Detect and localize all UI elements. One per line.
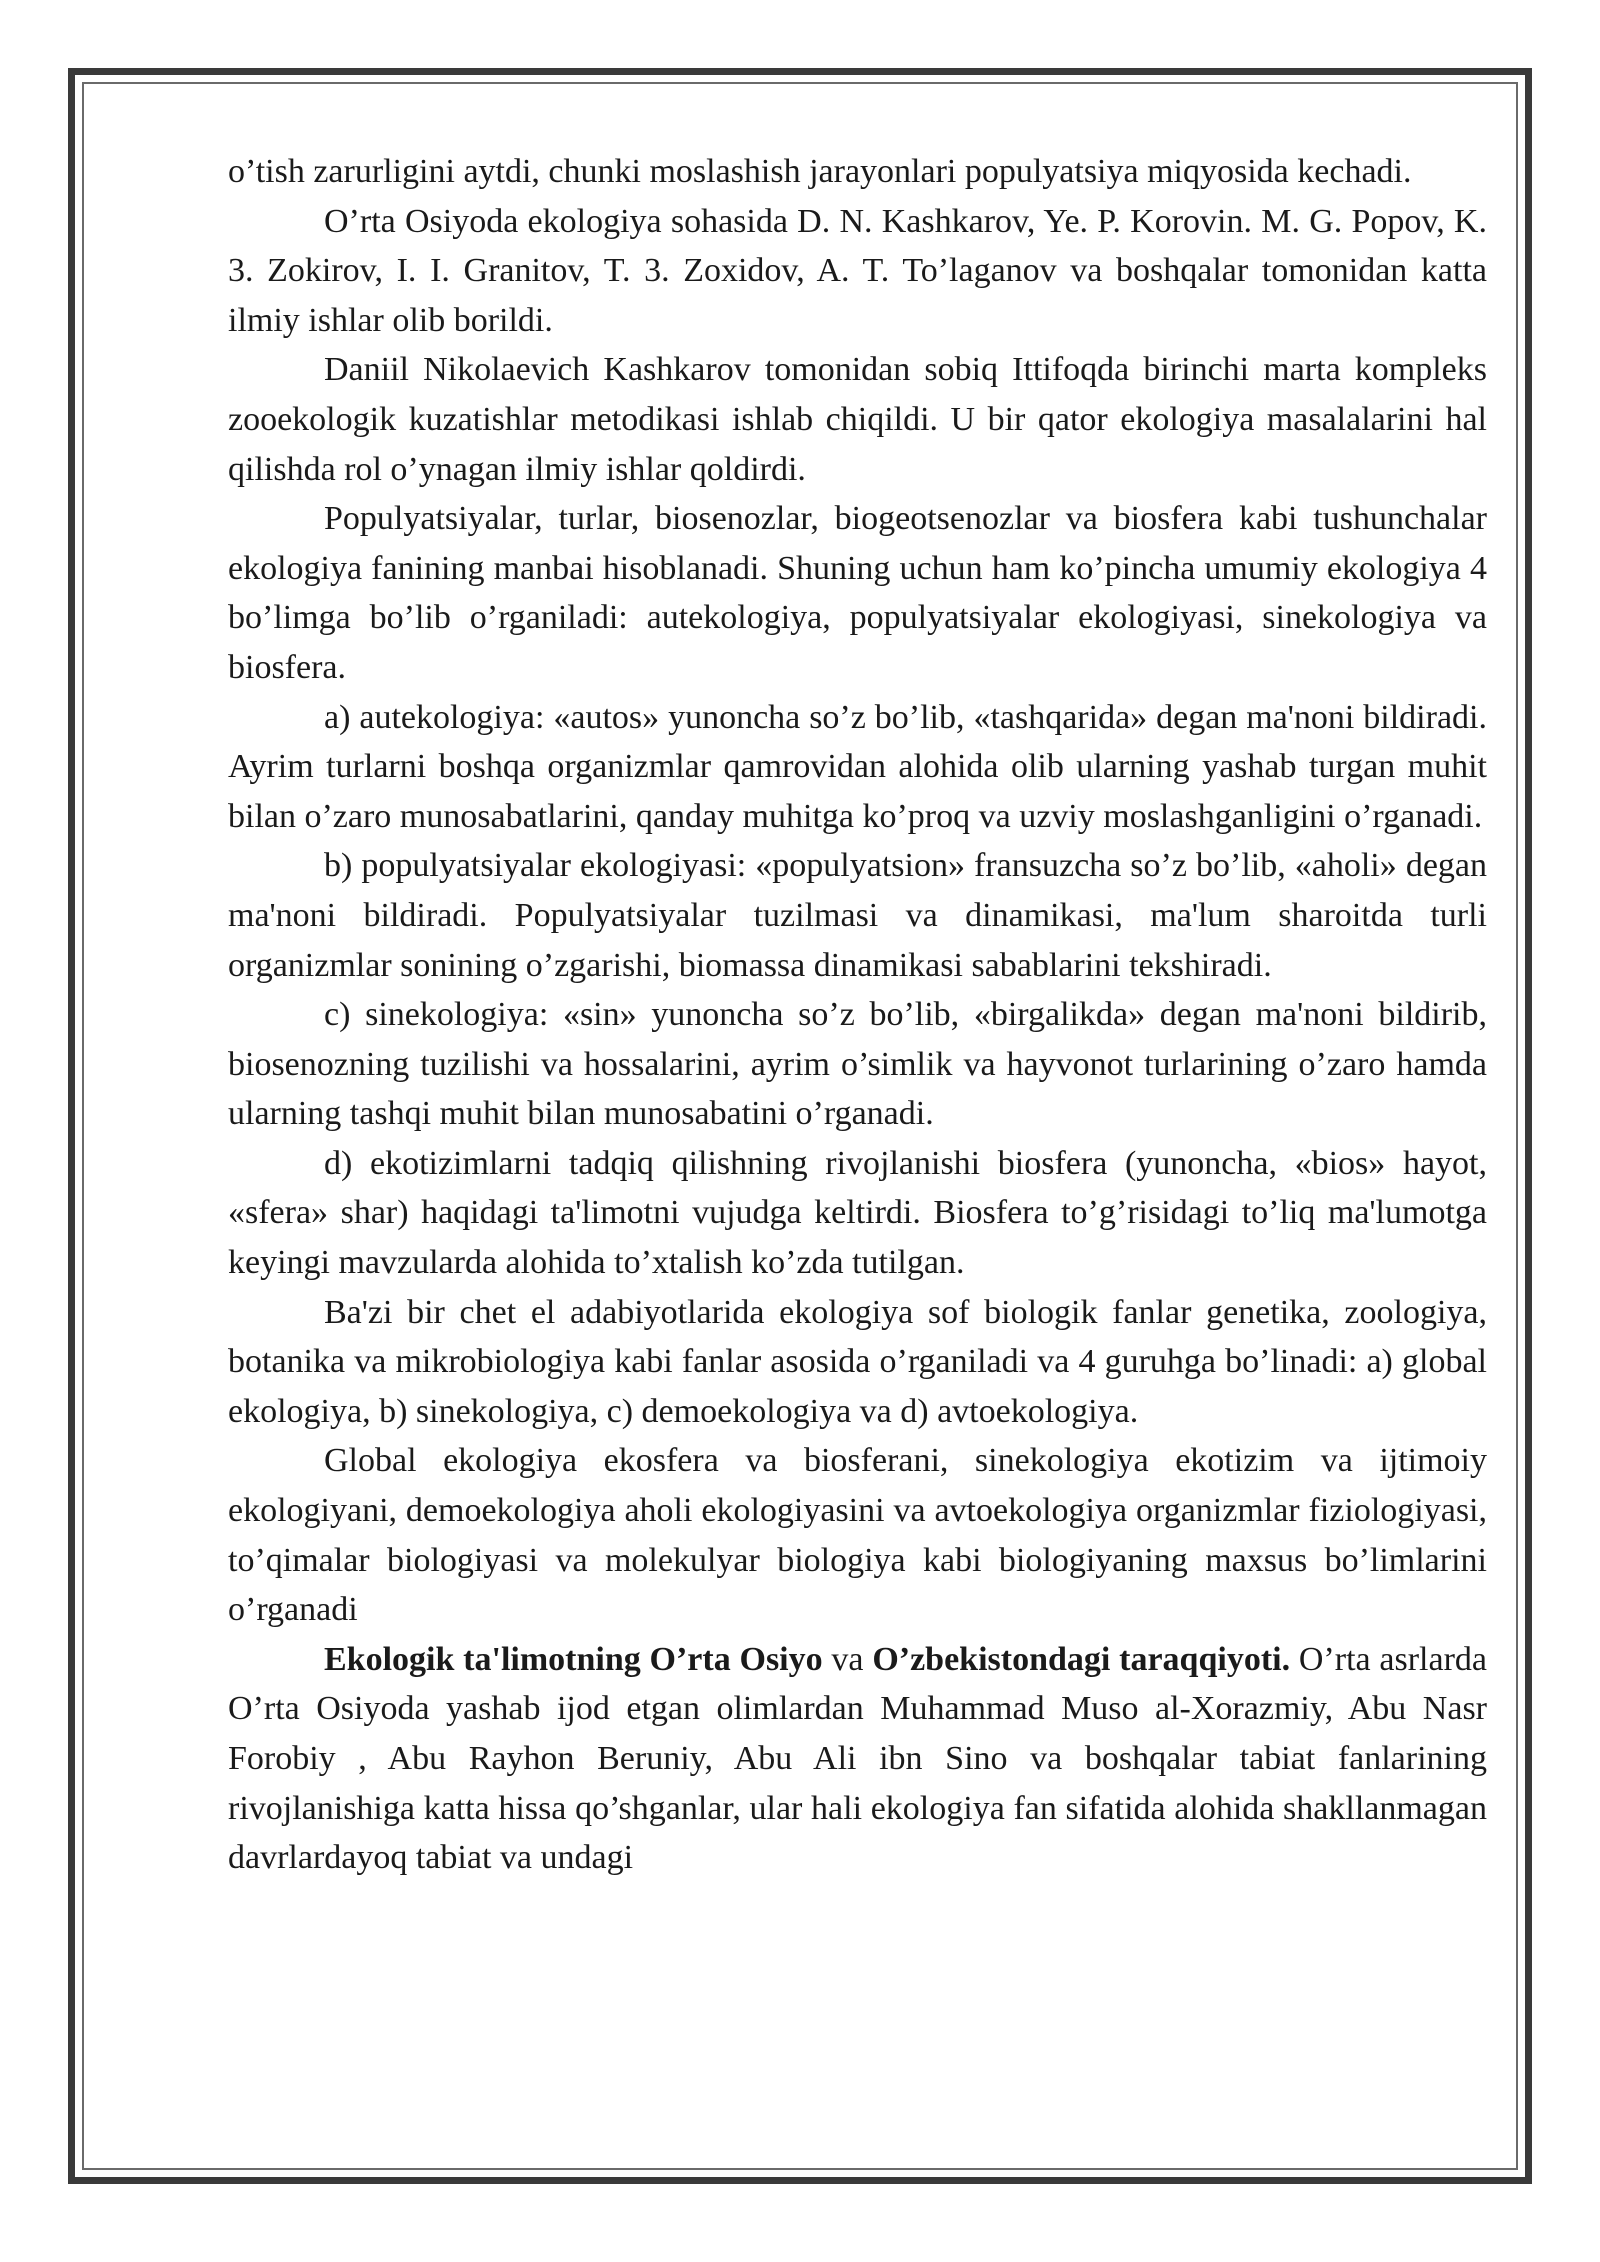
paragraph: O’rta Osiyoda ekologiya sohasida D. N. Kashkarov, Ye. P. Korovin. M. G. Popov, K. 3. Zokirov, I. I. Granitov, T. 3. Zoxidov, A. T. To’laganov va boshqalar tomonidan katta ilmiy ishlar olib borildi. xyxy=(228,202,1487,339)
section-heading-paragraph xyxy=(228,1635,1487,1883)
section-heading-bold-2: O’zbekistondagi taraqqiyoti. xyxy=(872,1640,1291,1678)
paragraph: o’tish zarurligini aytdi, chunki moslashish jarayonlari populyatsiya miqyosida kechadi. xyxy=(228,153,1412,190)
list-paragraph-a: a) autekologiya: «autos» yunoncha so’z bo’lib, «tashqarida» degan ma'noni bildiradi. Ayrim turlarni boshqa organizmlar qamrovidan alohida olib ularning yashab turgan muhit bilan o’zaro munosabatlarini, qanday muhitga ko’proq va uzviy moslashganligini o’rganadi. xyxy=(228,698,1487,835)
list-paragraph-c: c) sinekologiya: «sin» yunoncha so’z bo’lib, «birgalikda» degan ma'noni bildirib, biosenozning tuzilishi va hossalarini, ayrim o’simlik va hayvonot turlarining o’zaro hamda ularning tashqi muhit bilan munosabatini o’rganadi. xyxy=(228,996,1487,1133)
document-body xyxy=(228,147,1487,1883)
section-heading-connector: va xyxy=(822,1640,873,1678)
paragraph: Ba'zi bir chet el adabiyotlarida ekologiya sof biologik fanlar genetika, zoologiya, botanika va mikrobiologiya kabi fanlar asosida o’rganiladi va 4 guruhga bo’linadi: a) global ekologiya, b) sinekologiya, c) demoekologiya va d) avtoekologiya. xyxy=(228,1293,1487,1430)
list-paragraph-b: b) populyatsiyalar ekologiyasi: «populyatsion» fransuzcha so’z bo’lib, «aholi» degan ma'noni bildiradi. Populyatsiyalar tuzilmasi va dinamikasi, ma'lum sharoitda turli organizmlar sonining o’zgarishi, biomassa dinamikasi sabablarini tekshiradi. xyxy=(228,847,1487,984)
list-paragraph-d: d) ekotizimlarni tadqiq qilishning rivojlanishi biosfera (yunoncha, «bios» hayot, «sfera» shar) haqidagi ta'limotni vujudga keltirdi. Biosfera to’g’risidagi to’liq ma'lumotga keyingi mavzularda alohida to’xtalish ko’zda tutilgan. xyxy=(228,1144,1487,1282)
paragraph: Global ekologiya ekosfera va biosferani, sinekologiya ekotizim va ijtimoiy ekologiyani, demoekologiya aholi ekologiyasini va avtoekologiya organizmlar fiziologiyasi, to’qimalar biologiyasi va molekulyar biologiya kabi biologiyaning maxsus bo’limlarini o’rganadi xyxy=(228,1442,1487,1629)
paragraph: Populyatsiyalar, turlar, biosenozlar, biogeotsenozlar va biosfera kabi tushunchalar ekologiya fanining manbai hisoblanadi. Shuning uchun ham ko’pincha umumiy ekologiya 4 bo’limga bo’lib o’rganiladi: autekologiya, populyatsiyalar ekologiyasi, sinekologiya va biosfera. xyxy=(228,500,1487,686)
paragraph: Daniil Nikolaevich Kashkarov tomonidan sobiq Ittifoqda birinchi marta kompleks zooekologik kuzatishlar metodikasi ishlab chiqildi. U bir qator ekologiya masalalarini hal qilishda rol o’ynagan ilmiy ishlar qoldirdi. xyxy=(228,351,1487,488)
section-body-text: O’rta asrlarda O’rta Osiyoda yashab ijod etgan olimlardan Muhammad Muso al-Xorazmiy, Abu Nasr Forobiy , Abu Rayhon Beruniy, Abu Ali ibn Sino va boshqalar tabiat fanlarining rivojlanishiga katta hissa qo’shganlar, ular hali ekologiya fan sifatida alohida shakllanmagan davrlardayoq tabiat va undagi xyxy=(228,1640,1488,1877)
section-heading-bold-1: Ekologik ta'limotning O’rta Osiyo xyxy=(324,1640,823,1678)
